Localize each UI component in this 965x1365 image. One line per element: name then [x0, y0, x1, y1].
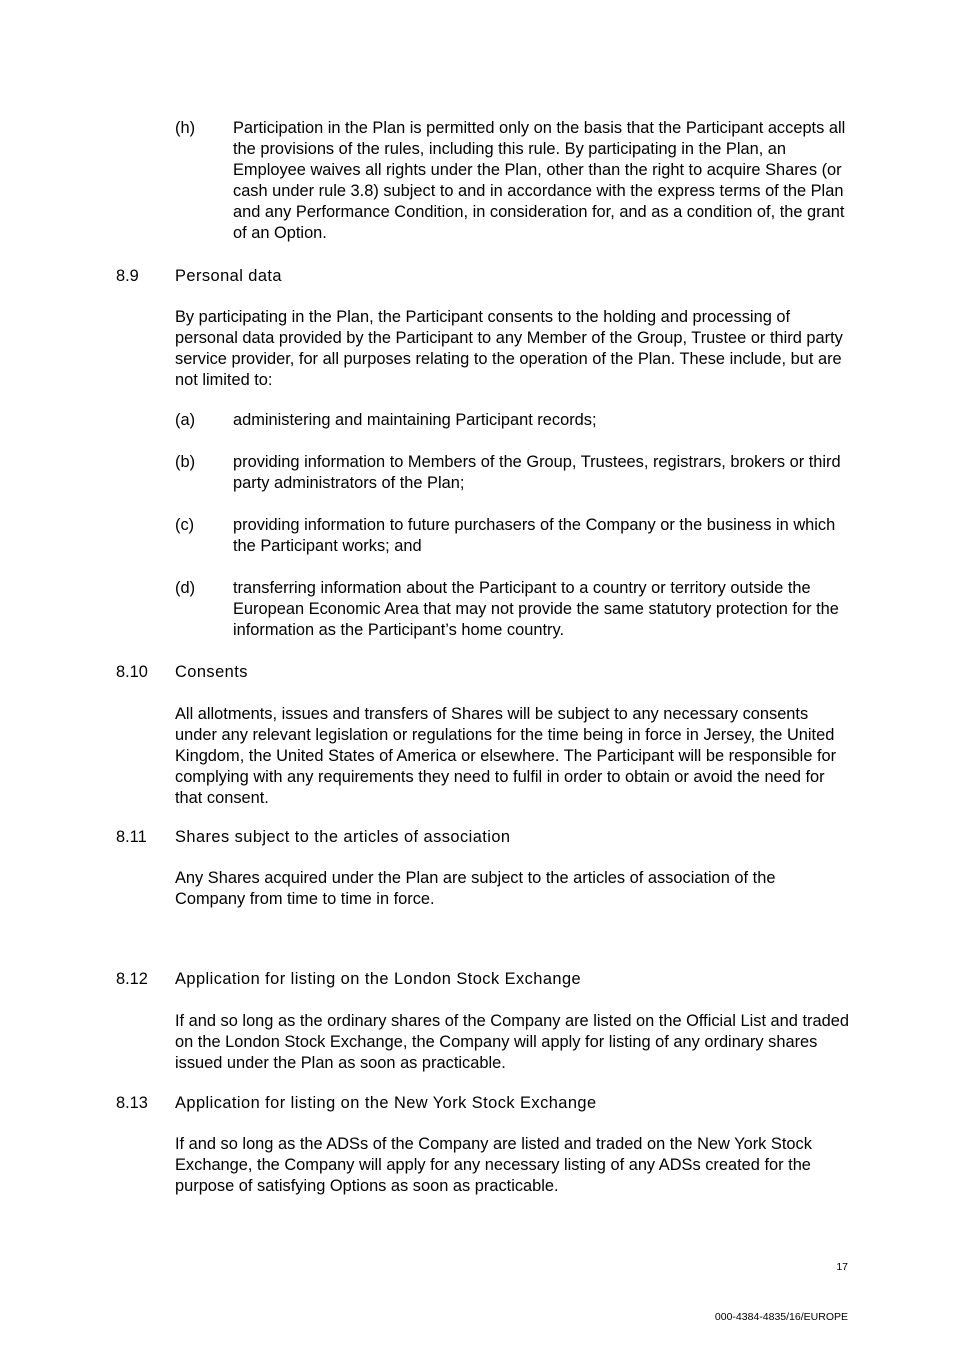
clause-h-label: (h)	[175, 119, 196, 137]
section-8-12-text: If and so long as the ordinary shares of the Company are listed on the Official List and traded on the London Stock Exchange, the Company will apply for listing of any ordinary shares issued under the Plan as soon as practicable.	[175, 1012, 849, 1072]
section-8-9-heading: Personal data	[175, 267, 282, 285]
clause-h-text: Participation in the Plan is permitted only on the basis that the Participant accepts all the provisions of the rules, including this rule. By participating in the Plan, an Employee waives all rights under the Plan, other than the right to acquire Shares (or cash under rule 3.8) subject to and in accordance with the express terms of the Plan and any Performance Condition, in consideration for, and as a condition of, the grant of an Option.	[233, 119, 846, 242]
section-8-11-text: Any Shares acquired under the Plan are subject to the articles of association of the Company from time to time in force.	[175, 869, 776, 908]
page-number: 17	[836, 1261, 848, 1273]
section-8-11-heading: Shares subject to the articles of association	[175, 828, 511, 846]
section-8-10-number: 8.10	[116, 663, 148, 681]
list-item-b-text: providing information to Members of the Group, Trustees, registrars, brokers or third party administrators of the Plan;	[233, 453, 841, 492]
list-item-a-label: (a)	[175, 411, 196, 429]
list-item-a-text: administering and maintaining Participant records;	[233, 411, 597, 429]
section-8-13-text: If and so long as the ADSs of the Company are listed and traded on the New York Stock Exchange, the Company will apply for any necessary listing of any ADSs created for the purpose of satisfying Options as soon as practicable.	[175, 1135, 812, 1195]
section-8-13-number: 8.13	[116, 1094, 148, 1112]
list-item-d-text: transferring information about the Participant to a country or territory outside the European Economic Area that may not provide the same statutory protection for the information as the Participant’s home country.	[233, 579, 839, 639]
section-8-10-heading: Consents	[175, 663, 248, 681]
section-8-9-number: 8.9	[116, 267, 139, 285]
section-8-9-intro: By participating in the Plan, the Participant consents to the holding and processing of personal data provided by the Participant to any Member of the Group, Trustee or third party service provider, for all purposes relating to the operation of the Plan. These include, but are not limited to:	[175, 308, 843, 389]
list-item-c-label: (c)	[175, 516, 195, 534]
document-reference: 000-4384-4835/16/EUROPE	[714, 1311, 848, 1323]
section-8-12-number: 8.12	[116, 970, 148, 988]
section-8-11-number: 8.11	[116, 828, 147, 846]
list-item-d-label: (d)	[175, 579, 196, 597]
list-item-c-text: providing information to future purchasers of the Company or the business in which the Participant works; and	[233, 516, 836, 555]
list-item-b-label: (b)	[175, 453, 196, 471]
section-8-10-text: All allotments, issues and transfers of Shares will be subject to any necessary consents under any relevant legislation or regulations for the time being in force in Jersey, the United Kingdom, the United States of America or elsewhere. The Participant will be responsible for complying with any requirements they need to fulfil in order to obtain or avoid the need for that consent.	[175, 705, 837, 807]
section-8-12-heading: Application for listing on the London Stock Exchange	[175, 970, 582, 988]
section-8-13-heading: Application for listing on the New York Stock Exchange	[175, 1094, 597, 1112]
